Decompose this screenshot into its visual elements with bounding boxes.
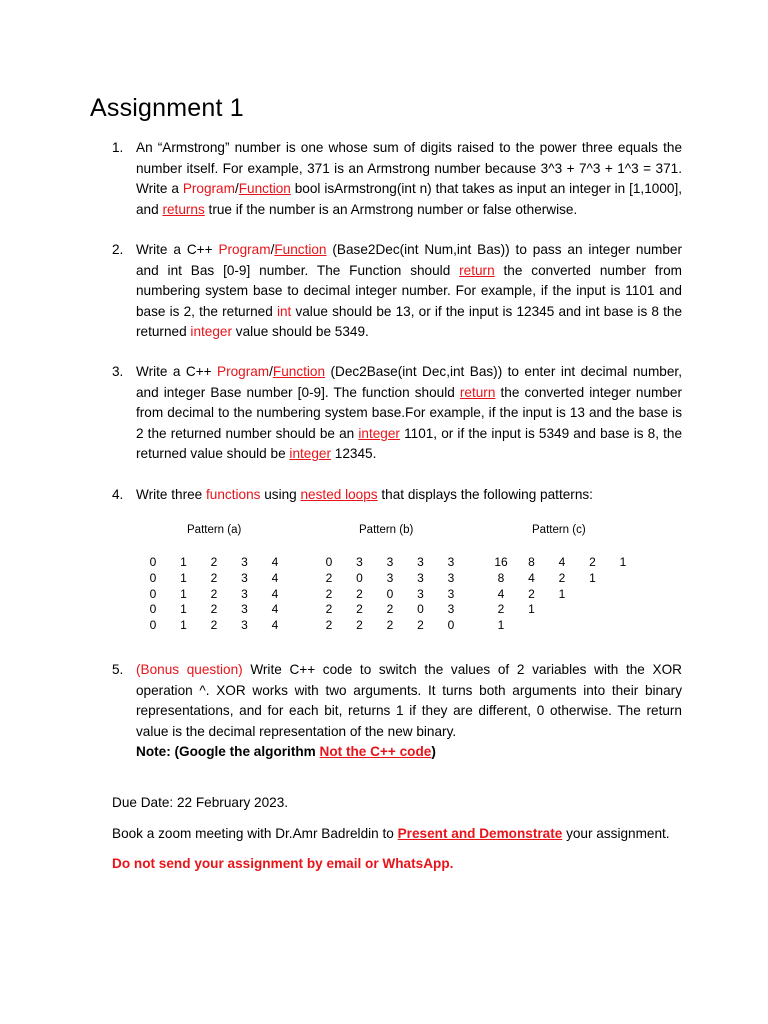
question-2: [112, 240, 682, 343]
question-number: 5.: [112, 662, 124, 677]
pattern-cell: 3: [417, 586, 424, 601]
text-run: using: [260, 487, 301, 502]
text-run: the converted number from numbering system base to decimal integer number. For example, if the input is 1101 and base is 2, the returned: [136, 262, 682, 319]
text-run: value should be 5349.: [232, 324, 369, 339]
pattern-cell: 2: [325, 602, 333, 617]
pattern-cell: 8: [497, 570, 505, 585]
question-text: [136, 362, 682, 465]
text-run: Write a C++: [136, 242, 219, 257]
pattern-cell: 1: [180, 570, 187, 585]
keyword-integer: integer: [289, 446, 331, 461]
text-run: 12345.: [331, 446, 377, 461]
keyword-return: return: [459, 384, 496, 400]
keyword-program: Program: [218, 242, 271, 257]
text-run: that displays the following patterns:: [377, 487, 593, 502]
pattern-cell: 0: [417, 602, 424, 617]
pattern-cell: 1: [180, 586, 187, 601]
text-run: bool isArmstrong(int n) that takes as input an integer in [1,1000], and: [136, 181, 682, 217]
question-text: [136, 485, 682, 506]
pattern-cell: 1: [180, 555, 187, 569]
text-run: value should be 13, or if the input is 12345 and int base is 8 the returned: [136, 303, 682, 339]
pattern-cell: 8: [528, 555, 535, 569]
pattern-cell: 4: [271, 618, 279, 633]
pattern-cell: 1: [180, 618, 187, 633]
keyword-program: Program: [182, 181, 235, 196]
pattern-cell: 0: [356, 570, 363, 585]
text-run: /: [270, 242, 275, 257]
pattern-cell: 3: [386, 555, 394, 569]
pattern-cell: 1: [619, 555, 627, 569]
pattern-cell: 0: [386, 586, 394, 601]
pattern-cell: 3: [447, 586, 455, 601]
present-demonstrate-highlight: Present and Demonstrate: [397, 826, 563, 841]
pattern-cell: 3: [447, 602, 455, 617]
text-run: Write three: [136, 487, 207, 502]
pattern-cell: 3: [241, 570, 248, 585]
pattern-b-title: Pattern (b): [359, 524, 414, 536]
question-number: 3.: [112, 364, 124, 379]
pattern-cell: 1: [180, 602, 187, 617]
text-run: An “Armstrong” number is one whose sum of digits raised to the power three equals the number itself. For example, 371 is an Armstrong number because 3^3 + 7^3 + 1^3 = 371. Write a: [136, 140, 682, 196]
text-run: Write a C++: [136, 364, 217, 379]
pattern-cell: 0: [149, 618, 157, 633]
text-run: Book a zoom meeting with Dr.Amr Badreldin to: [112, 826, 398, 841]
bonus-label: (Bonus question): [136, 662, 243, 677]
pattern-cell: 3: [241, 618, 248, 633]
pattern-cell: 3: [417, 570, 424, 585]
question-number: 1.: [112, 140, 124, 155]
text-run: 1101, or if the input is 5349 and base is 8, the returned value should be: [136, 425, 683, 461]
keyword-function: Function: [238, 181, 291, 196]
keyword-int: int: [276, 303, 292, 319]
pattern-cell: 1: [528, 602, 535, 617]
pattern-cell: 2: [210, 586, 218, 601]
keyword-returns: returns: [162, 201, 205, 217]
pattern-cell: 2: [528, 586, 535, 601]
text-run: Note: (Google the algorithm: [136, 744, 320, 759]
keyword-return: return: [459, 262, 495, 278]
pattern-cell: 2: [325, 618, 333, 633]
text-run: (Dec2Base(int Dec,int Bas)) to enter int decimal number, and integer Base number [0-9]. The function should: [136, 364, 682, 400]
pattern-cell: 2: [386, 618, 394, 633]
pattern-cell: 3: [386, 570, 394, 585]
pattern-cell: 4: [497, 586, 505, 601]
zoom-instruction: [112, 826, 670, 841]
pattern-cell: 4: [271, 602, 279, 617]
keyword-integer: integer: [358, 425, 400, 441]
pattern-cell: 4: [271, 586, 279, 601]
text-run: the converted integer number from decimal to the numbering system base.For example, if the input is 13 and the base is 2 the returned number should be an: [136, 384, 682, 441]
pattern-cell: 3: [241, 602, 248, 617]
text-run: true if the number is an Armstrong number or false otherwise.: [204, 201, 578, 217]
pattern-cell: 4: [271, 570, 279, 585]
question-text: [136, 240, 682, 343]
pattern-cell: 3: [417, 555, 424, 569]
pattern-cell: 2: [417, 618, 424, 633]
pattern-cell: 1: [497, 618, 505, 633]
pattern-cell: 0: [149, 570, 157, 585]
pattern-cell: 3: [447, 555, 455, 569]
text-run: your assignment.: [562, 826, 670, 841]
pattern-cell: 2: [210, 555, 218, 569]
pattern-cell: 0: [325, 555, 333, 569]
keyword-functions: functions: [206, 487, 261, 502]
text-run: ): [431, 744, 436, 759]
question-text: [136, 138, 682, 220]
pattern-a-title: Pattern (a): [187, 524, 242, 536]
pattern-cell: 2: [210, 602, 218, 617]
warning-message: Do not send your assignment by email or WhatsApp.: [112, 856, 454, 871]
keyword-function: Function: [272, 364, 326, 379]
text-run: (Base2Dec(int Num,int Bas)) to pass an integer number and int Bas [0-9] number. The Function should: [136, 242, 682, 278]
pattern-cell: 1: [589, 570, 596, 585]
pattern-cell: 0: [149, 602, 157, 617]
pattern-cell: 3: [356, 555, 363, 569]
pattern-cell: 2: [497, 602, 505, 617]
due-date: Due Date: 22 February 2023.: [112, 795, 289, 810]
text-run: /: [234, 181, 239, 196]
pattern-cell: 0: [149, 586, 157, 601]
note-line: [136, 742, 682, 763]
keyword-program: Program: [217, 364, 270, 379]
question-3: [112, 362, 682, 465]
pattern-cell: 2: [589, 555, 596, 569]
text-run: /: [269, 364, 273, 379]
pattern-cell: 2: [356, 618, 363, 633]
question-1: [112, 138, 682, 220]
pattern-cell: 2: [386, 602, 394, 617]
page-title: Assignment 1: [90, 94, 244, 122]
pattern-cell: 2: [325, 586, 333, 601]
pattern-cell: 4: [528, 570, 535, 585]
pattern-cell: 2: [325, 570, 333, 585]
pattern-cell: 4: [271, 555, 279, 569]
question-text: [136, 660, 682, 742]
pattern-cell: 3: [241, 586, 248, 601]
pattern-cell: 1: [558, 586, 566, 601]
question-number: 2.: [112, 242, 124, 257]
keyword-nested-loops: nested loops: [300, 487, 378, 502]
text-run: Write C++ code to switch the values of 2 variables with the XOR operation ^. XOR works with two arguments. It turns both arguments into their binary representations, and for each bit, returns 1 if they are different, 0 otherwise. The return value is the decimal representation of the new binary.: [136, 662, 682, 739]
pattern-cell: 2: [558, 570, 566, 585]
keyword-function: Function: [274, 242, 327, 257]
pattern-cell: 2: [210, 570, 218, 585]
pattern-cell: 4: [558, 555, 566, 569]
note-highlight: Not the C++ code: [319, 744, 432, 759]
question-number: 4.: [112, 487, 124, 502]
pattern-cell: 0: [447, 618, 455, 633]
pattern-cell: 2: [356, 602, 363, 617]
pattern-cell: 3: [241, 555, 248, 569]
question-5: [112, 660, 682, 763]
keyword-integer: integer: [190, 324, 232, 339]
pattern-cell: 3: [447, 570, 455, 585]
pattern-cell: 2: [356, 586, 363, 601]
pattern-c-title: Pattern (c): [532, 524, 586, 536]
pattern-cell: 0: [149, 555, 157, 569]
pattern-cell: 16: [494, 555, 508, 569]
pattern-cell: 2: [210, 618, 218, 633]
question-4: [112, 485, 682, 506]
